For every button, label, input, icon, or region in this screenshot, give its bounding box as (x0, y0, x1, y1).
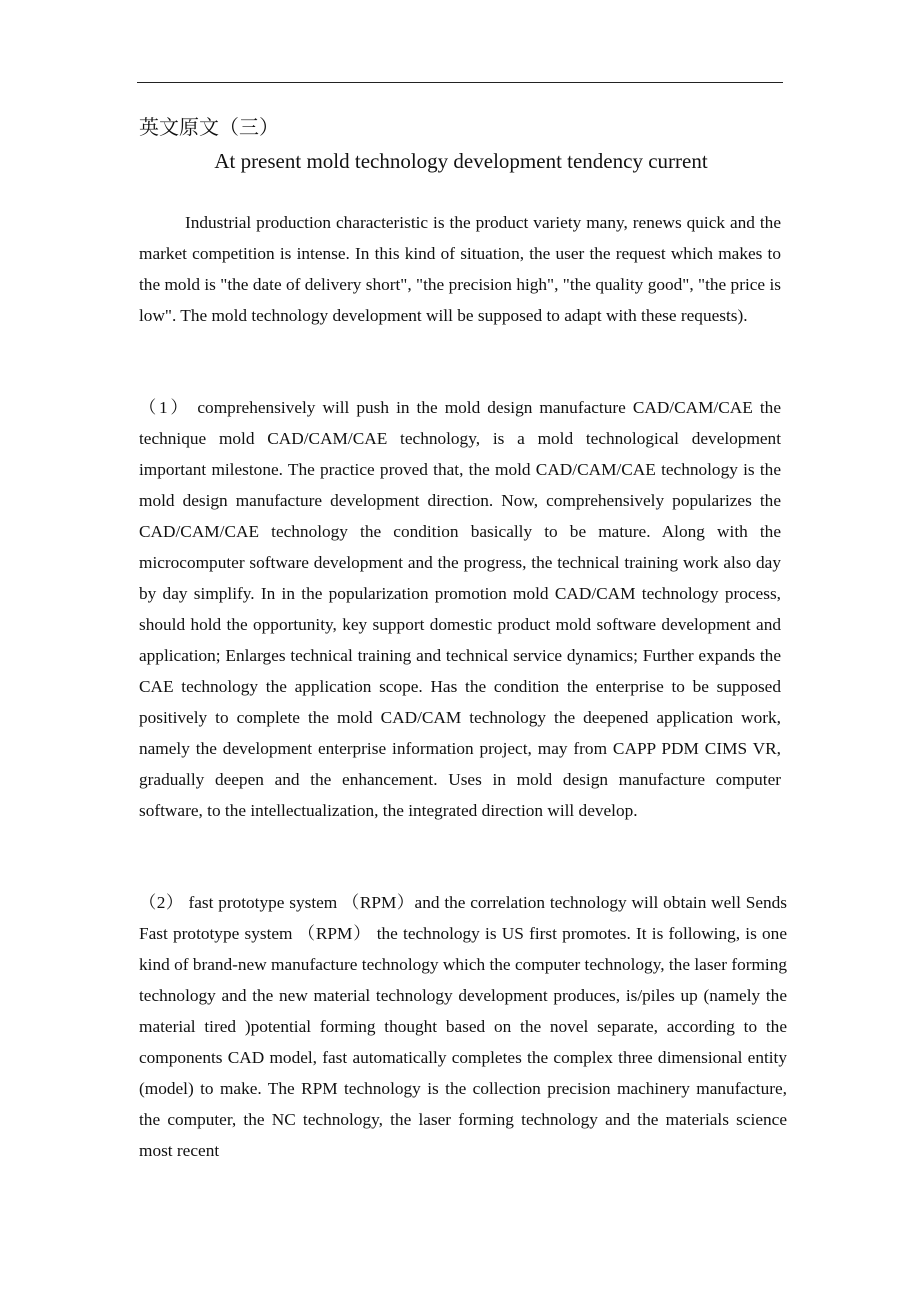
paragraph-2: （2） fast prototype system （RPM）and the correlation technology will obtain well Sends Fast prototype system （RPM） the technology is US first promotes. It is following, is one kind of brand-new manufacture technology which the computer technology, the laser forming technology and the new material technology development produces, is/piles up (namely the material tired )potential forming thought based on the novel separate, according to the components CAD model, fast automatically completes the complex three dimensional entity (model) to make. The RPM technology is the collection precision machinery manufacture, the computer, the NC technology, the laser forming technology and the materials science most recent (139, 893, 787, 1160)
document-title: At present mold technology development tendency current (214, 149, 708, 173)
header-rule (137, 82, 783, 83)
paragraph-1: （1） comprehensively will push in the mold design manufacture CAD/CAM/CAE the technique mold CAD/CAM/CAE technology, is a mold technological development important milestone. The practice proved that, the mold CAD/CAM/CAE technology is the mold design manufacture development direction. Now, comprehensively popularizes the CAD/CAM/CAE technology the condition basically to be mature. Along with the microcomputer software development and the progress, the technical training work also day by day simplify. In in the popularization promotion mold CAD/CAM technology process, should hold the opportunity, key support domestic product mold software development and application; Enlarges technical training and technical service dynamics; Further expands the CAE technology the application scope. Has the condition the enterprise to be supposed positively to complete the mold CAD/CAM technology the deepened application work, namely the development enterprise information project, may from CAPP PDM CIMS VR, gradually deepen and the enhancement. Uses in mold design manufacture computer software, to the intellectualization, the integrated direction will develop. (139, 398, 781, 820)
intro-paragraph: Industrial production characteristic is the product variety many, renews quick and the market competition is intense. In this kind of situation, the user the request which makes to the mold is "the date of delivery short", "the precision high", "the quality good", "the price is low". The mold technology development will be supposed to adapt with these requests). (139, 213, 781, 325)
section-heading: 英文原文（三） (139, 117, 279, 139)
